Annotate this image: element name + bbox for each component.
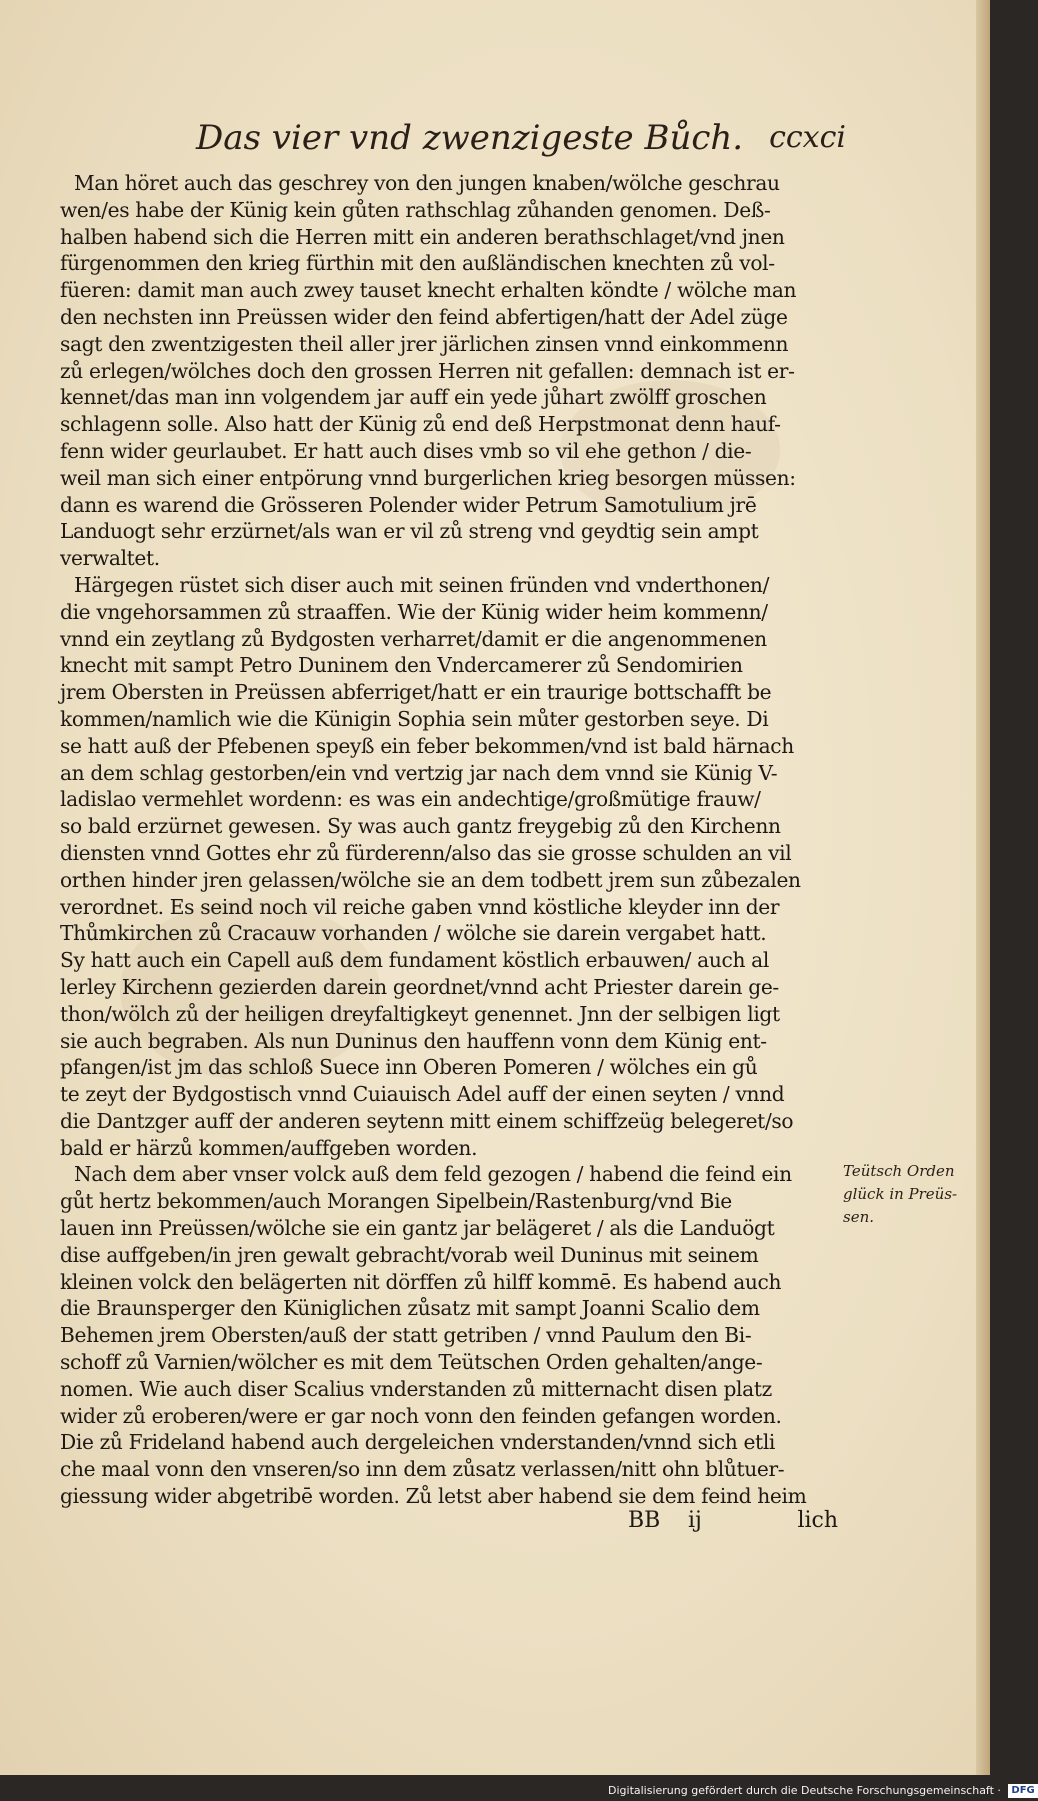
text-line: giessung wider abgetribē worden. Zů letst aber habend sie dem feind heim xyxy=(60,1484,807,1509)
text-line: che maal vonn den vnseren/so inn dem zůsatz verlassen/nitt ohn blůtuer- xyxy=(60,1457,785,1482)
marginal-note-line: sen. xyxy=(843,1208,875,1226)
marginal-note xyxy=(843,1160,963,1229)
signature-mark: BB xyxy=(628,1508,661,1533)
marginal-note-line: glück in Preüs- xyxy=(843,1185,958,1203)
text-line: nomen. Wie auch diser Scalius vnderstanden zů mitternacht disen platz xyxy=(60,1376,772,1401)
text-line: so bald erzürnet gewesen. Sy was auch gantz freygebig zů den Kirchenn xyxy=(60,814,781,839)
text-line: te zeyt der Bydgostisch vnnd Cuiauisch Adel auff der einen seyten / vnnd xyxy=(60,1082,785,1107)
text-line: halben habend sich die Herren mitt ein anderen berathschlaget/vnd jnen xyxy=(60,224,785,249)
text-line: wider zů eroberen/were er gar noch vonn den feinden gefangen worden. xyxy=(60,1403,782,1428)
text-line: verordnet. Es seind noch vil reiche gaben vnnd köstliche kleyder inn der xyxy=(60,894,780,919)
text-line: zů erlegen/wölches doch den grossen Herren nit gefallen: demnach ist er- xyxy=(60,358,795,383)
text-line: thon/wölch zů der heiligen dreyfaltigkeyt genennet. Jnn der selbigen ligt xyxy=(60,1001,780,1026)
text-line: sie auch begraben. Als nun Duninus den hauffenn vonn dem Künig ent- xyxy=(60,1028,767,1053)
digitization-footer xyxy=(608,1781,1035,1801)
text-line: Härgegen rüstet sich diser auch mit seinen fründen vnd vnderthonen/ xyxy=(74,572,770,597)
text-line: Sy hatt auch ein Capell auß dem fundament köstlich erbauwen/ auch al xyxy=(60,948,769,973)
catchword: lich xyxy=(797,1508,838,1533)
text-line: Nach dem aber vnser volck auß dem feld gezogen / habend die feind ein xyxy=(74,1162,792,1187)
text-line: schoff zů Varnien/wölcher es mit dem Teütschen Orden gehalten/ange- xyxy=(60,1350,763,1375)
text-line: lauen inn Preüssen/wölche sie ein gantz jar belägeret / als die Landuögt xyxy=(60,1216,775,1241)
page-header xyxy=(196,118,846,164)
text-line: weil man sich einer entpörung vnnd burgerlichen krieg besorgen müssen: xyxy=(60,465,796,490)
dfg-logo: DFG xyxy=(1008,1784,1037,1798)
text-line: Die zů Frideland habend auch dergeleichen vnderstanden/vnnd sich etli xyxy=(60,1430,776,1455)
text-line: Thůmkirchen zů Cracauw vorhanden / wölche sie darein vergabet hatt. xyxy=(60,921,767,946)
marginal-note-line: Teütsch Orden xyxy=(843,1162,955,1180)
running-head: Das vier vnd zwenzigeste Bůch. xyxy=(196,118,744,158)
text-line: kennet/das man inn volgendem jar auff ein yede jůhart zwölff groschen xyxy=(60,385,767,410)
text-line: füeren: damit man auch zwey tauset knecht erhalten köndte / wölche man xyxy=(60,278,797,303)
text-line: Behemen jrem Obersten/auß der statt getriben / vnnd Paulum den Bi- xyxy=(60,1323,752,1348)
text-line: wen/es habe der Künig kein gůten rathschlag zůhanden genomen. Deß- xyxy=(60,197,771,222)
text-line: pfangen/ist jm das schloß Suece inn Oberen Pomeren / wölches ein gů xyxy=(60,1055,758,1080)
text-line: orthen hinder jren gelassen/wölche sie an dem todbett jrem sun zůbezalen xyxy=(60,867,801,892)
text-line: schlagenn solle. Also hatt der Künig zů end deß Herpstmonat denn hauf- xyxy=(60,412,781,437)
text-line: bald er härzů kommen/auffgeben worden. xyxy=(60,1135,478,1160)
main-text-block xyxy=(60,170,832,1510)
text-line: dann es warend die Grösseren Polender wider Petrum Samotulium jrē xyxy=(60,492,757,517)
text-line: die vngehorsammen zů straaffen. Wie der Künig wider heim kommenn/ xyxy=(60,599,768,624)
text-line: dise auffgeben/in jren gewalt gebracht/vorab weil Duninus mit seinem xyxy=(60,1242,759,1267)
signature-number: ij xyxy=(688,1508,702,1533)
text-line: Man höret auch das geschrey von den jungen knaben/wölche geschrau xyxy=(74,171,780,195)
footer-credit: Digitalisierung gefördert durch die Deutsche Forschungsgemeinschaft · xyxy=(608,1784,1001,1797)
text-line: kleinen volck den belägerten nit dörffen zů hilff kommē. Es habend auch xyxy=(60,1269,782,1294)
text-line: Landuogt sehr erzürnet/als wan er vil zů streng vnd geydtig sein ampt xyxy=(60,519,759,544)
text-line: den nechsten inn Preüssen wider den feind abfertigen/hatt der Adel züge xyxy=(60,304,788,329)
text-line: knecht mit sampt Petro Duninem den Vndercamerer zů Sendomirien xyxy=(60,653,743,678)
text-line: vnnd ein zeytlang zů Bydgosten verharret/damit er die angenommenen xyxy=(60,626,767,651)
folio-number: ccxci xyxy=(769,120,846,155)
text-line: sagt den zwentzigesten theil aller jrer järlichen zinsen vnnd einkommenn xyxy=(60,331,789,356)
text-line: fenn wider geurlaubet. Er hatt auch dises vmb so vil ehe gethon / die- xyxy=(60,438,752,463)
text-line: die Braunsperger den Küniglichen zůsatz mit sampt Joanni Scalio dem xyxy=(60,1296,760,1321)
text-line: die Dantzger auff der anderen seytenn mitt einem schiffzeüg belegeret/so xyxy=(60,1108,794,1133)
text-line: diensten vnnd Gottes ehr zů fürderenn/also das sie grosse schulden an vil xyxy=(60,840,792,865)
text-line: lerley Kirchenn gezierden darein geordnet/vnnd acht Priester darein ge- xyxy=(60,974,779,999)
text-line: gůt hertz bekommen/auch Morangen Sipelbein/Rastenburg/vnd Bie xyxy=(60,1189,732,1214)
text-line: se hatt auß der Pfebenen speyß ein feber bekommen/vnd ist bald härnach xyxy=(60,733,794,758)
text-line: verwaltet. xyxy=(60,546,160,571)
page-edge xyxy=(976,0,990,1775)
text-line: fürgenommen den krieg fürthin mit den außländischen knechten zů vol- xyxy=(60,251,775,276)
text-line: an dem schlag gestorben/ein vnd vertzig jar nach dem vnnd sie Künig V- xyxy=(60,760,778,785)
text-line: kommen/namlich wie die Künigin Sophia sein můter gestorben seye. Di xyxy=(60,706,769,731)
text-line: jrem Obersten in Preüssen abferriget/hatt er ein traurige bottschafft be xyxy=(60,680,772,705)
text-line: ladislao vermehlet wordenn: es was ein andechtige/großmütige frauw/ xyxy=(60,787,761,812)
